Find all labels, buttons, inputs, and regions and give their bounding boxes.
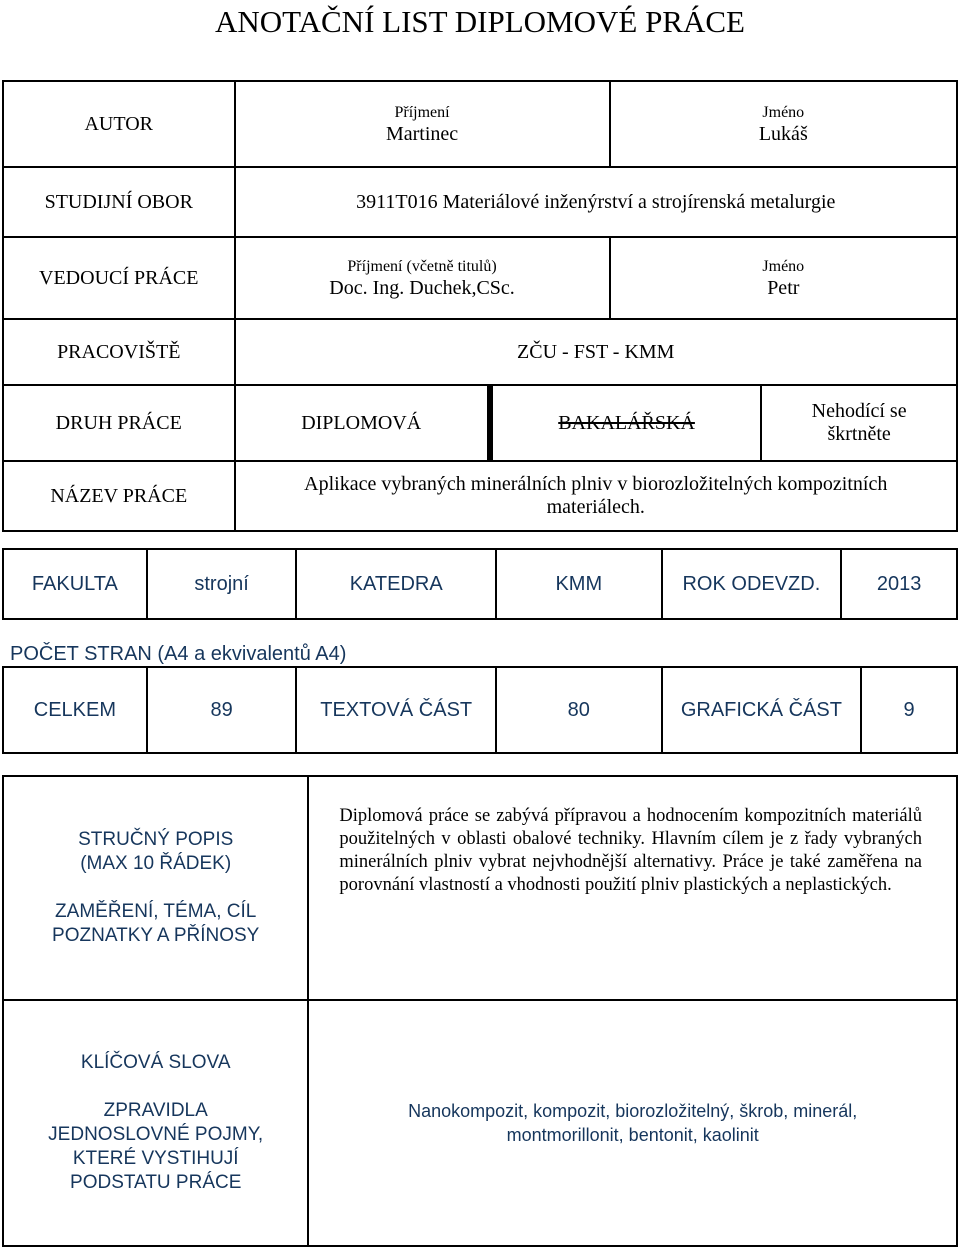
keywords-label-4: KTERÉ VYSTIHUJÍ bbox=[72, 1148, 239, 1169]
supervisor-name-label: Jméno bbox=[762, 257, 805, 275]
page-title: ANOTAČNÍ LIST DIPLOMOVÉ PRÁCE bbox=[215, 4, 745, 39]
supervisor-surname-label: Příjmení (včetně titulů) bbox=[347, 257, 497, 275]
year-label: ROK ODEVZD. bbox=[662, 549, 842, 619]
workplace-label: PRACOVIŠTĚ bbox=[3, 319, 235, 385]
author-name-label: Jméno bbox=[762, 103, 805, 121]
keywords-label-3: JEDNOSLOVNÉ POJMY, bbox=[48, 1124, 264, 1145]
department-label: KATEDRA bbox=[296, 549, 496, 619]
supervisor-surname: Doc. Ing. Duchek,CSc. bbox=[329, 276, 515, 299]
author-row bbox=[3, 81, 957, 167]
work-type-option-bachelor: BAKALÁŘSKÁ bbox=[490, 385, 761, 461]
text-pages-label: TEXTOVÁ ČÁST bbox=[296, 667, 496, 753]
author-name: Lukáš bbox=[758, 122, 808, 145]
page-count-table bbox=[2, 666, 958, 754]
keywords-label-2: ZPRAVIDLA bbox=[103, 1100, 208, 1121]
keywords-label-1: KLÍČOVÁ SLOVA bbox=[80, 1052, 231, 1073]
supervisor-surname-cell bbox=[235, 237, 610, 319]
work-title-row bbox=[3, 461, 957, 531]
author-surname: Martinec bbox=[385, 122, 459, 145]
supervisor-name: Petr bbox=[767, 276, 800, 299]
summary-label-3: ZAMĚŘENÍ, TÉMA, CÍL bbox=[55, 901, 257, 922]
author-name-cell bbox=[610, 81, 957, 167]
work-type-label: DRUH PRÁCE bbox=[3, 385, 235, 461]
summary-text-cell bbox=[308, 776, 957, 1000]
year-value: 2013 bbox=[841, 549, 957, 619]
keywords-label-cell bbox=[3, 1000, 308, 1246]
author-label: AUTOR bbox=[3, 81, 235, 167]
summary-label-2: (MAX 10 ŘÁDEK) bbox=[80, 853, 232, 874]
summary-label-1: STRUČNÝ POPIS bbox=[78, 829, 234, 850]
supervisor-label: VEDOUCÍ PRÁCE bbox=[3, 237, 235, 319]
text-pages-value: 80 bbox=[496, 667, 662, 753]
work-type-row bbox=[3, 385, 957, 461]
study-field-value: 3911T016 Materiálové inženýrství a strojírenská metalurgie bbox=[235, 167, 958, 237]
graphic-pages-label: GRAFICKÁ ČÁST bbox=[662, 667, 862, 753]
faculty-label: FAKULTA bbox=[3, 549, 147, 619]
work-title-label: NÁZEV PRÁCE bbox=[3, 461, 235, 531]
workplace-row bbox=[3, 319, 957, 385]
total-pages-value: 89 bbox=[147, 667, 297, 753]
keywords-table bbox=[2, 999, 958, 1247]
keywords-value: Nanokompozit, kompozit, biorozložitelný, škrob, minerál, montmorillonit, bentonit, kaolinit bbox=[308, 1000, 957, 1246]
summary-table bbox=[2, 775, 958, 1001]
total-pages-label: CELKEM bbox=[3, 667, 147, 753]
summary-label-4: POZNATKY A PŘÍNOSY bbox=[52, 925, 260, 946]
summary-label-cell bbox=[3, 776, 308, 1000]
graphic-pages-value: 9 bbox=[861, 667, 957, 753]
summary-text: Diplomová práce se zabývá přípravou a hodnocením kompozitních materiálů použitelných v oblasti obalové techniky. Hlavním cílem je z řady vybraných minerálních plniv vybrat nejvhodnější alternativy. Práce je také zaměřena na porovnání vlastností a vhodnosti použití plniv plastických a neplastických. bbox=[339, 806, 922, 895]
workplace-value: ZČU - FST - KMM bbox=[235, 319, 958, 385]
work-title-value: Aplikace vybraných minerálních plniv v biorozložitelných kompozitních materiálech. bbox=[235, 461, 958, 531]
page-count-heading: POČET STRAN (A4 a ekvivalentů A4) bbox=[10, 643, 347, 665]
keywords-label-5: PODSTATU PRÁCE bbox=[70, 1172, 242, 1193]
work-type-note: Nehodící se škrtněte bbox=[761, 385, 957, 461]
info-table bbox=[2, 80, 958, 532]
faculty-table bbox=[2, 548, 958, 620]
supervisor-row bbox=[3, 237, 957, 319]
study-field-row bbox=[3, 167, 957, 237]
author-surname-cell bbox=[235, 81, 610, 167]
supervisor-name-cell bbox=[610, 237, 957, 319]
author-surname-label: Příjmení bbox=[394, 103, 450, 121]
work-type-option-diploma: DIPLOMOVÁ bbox=[235, 385, 490, 461]
faculty-value: strojní bbox=[147, 549, 297, 619]
study-field-label: STUDIJNÍ OBOR bbox=[3, 167, 235, 237]
department-value: KMM bbox=[496, 549, 662, 619]
